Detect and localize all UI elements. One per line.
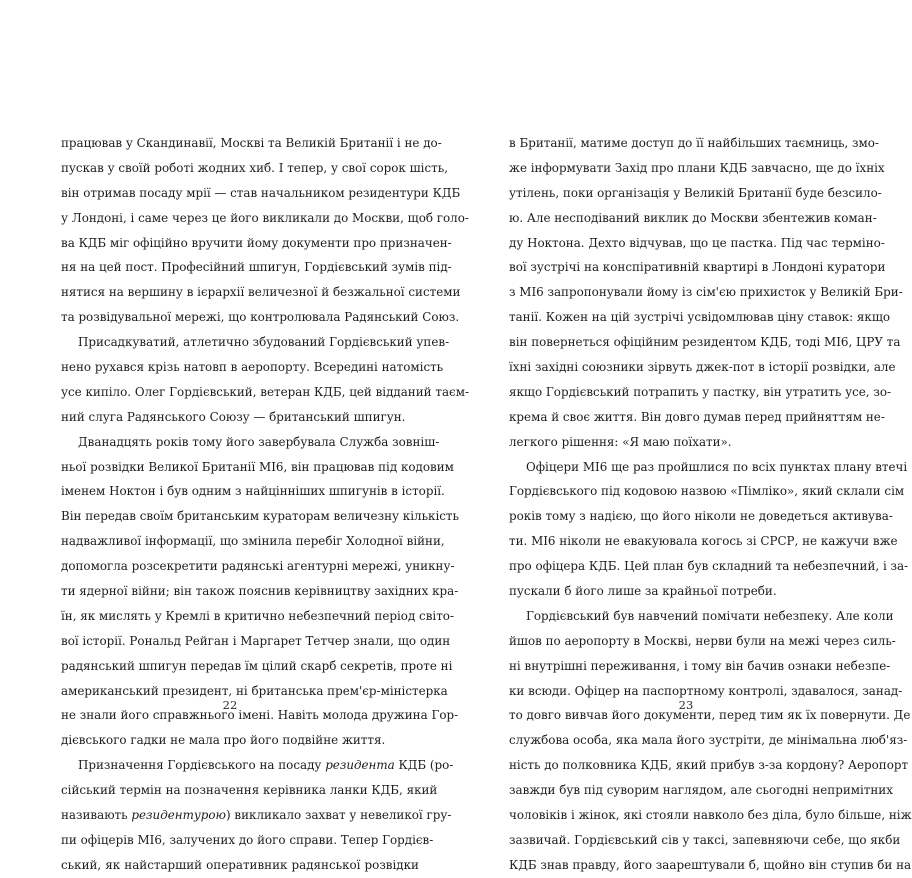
- text-line: пускав у своїй роботі жодних хиб. І тепер, у свої сорок шість,: [61, 160, 448, 175]
- left-page-number: 22: [222, 698, 238, 712]
- text-line: же інформувати Захід про плани КДБ завчасно, ще до їхніх: [509, 160, 885, 175]
- text-line: допомогла розсекретити радянські агентурні мережі, уникну-: [61, 559, 455, 574]
- text-line: ва КДБ міг офіційно вручити йому документи про призначен-: [61, 235, 452, 250]
- left-page-text: [61, 131, 469, 878]
- text-line: у Лондоні, і саме через це його викликали до Москви, щоб голо-: [61, 210, 469, 225]
- italic-term: резидентурою: [131, 808, 227, 823]
- text-line: ні внутрішні переживання, і тому він бачив ознаки небезпе-: [509, 658, 891, 673]
- text-line: чоловіків і жінок, які стояли навколо без діла, було більше, ніж: [509, 808, 912, 823]
- text-line: Гордієвський був навчений помічати небезпеку. Але коли: [526, 608, 894, 623]
- text-line: з МІ6 запропонували йому із сім'єю прихисток у Великій Бри-: [509, 285, 903, 300]
- text-line: дієвського гадки не мала про його подвійне життя.: [61, 733, 386, 748]
- text-line: ний слуга Радянського Союзу — британський шпигун.: [61, 409, 406, 424]
- text-run: КДБ (ро-: [394, 758, 454, 773]
- text-line: Дванадцять років тому його завербувала Служба зовніш-: [78, 434, 440, 449]
- text-line: він отримав посаду мрії — став начальником резидентури КДБ: [61, 185, 461, 200]
- text-line: Гордієвського під кодовою назвою «Пімліко», який склали сім: [509, 484, 905, 499]
- text-run: Призначення Гордієвського на посаду: [78, 758, 326, 773]
- right-page-number: 23: [678, 698, 694, 712]
- text-line: Присадкуватий, атлетично збудований Гордієвський упев-: [78, 335, 450, 350]
- text-line: пи офіцерів МІ6, залучених до його справи. Тепер Гордієв-: [61, 832, 434, 847]
- text-line: танії. Кожен на цій зустрічі усвідомлював ціну ставок: якщо: [509, 310, 891, 325]
- text-line: то довго вивчав його документи, перед тим як їх повернути. Де: [509, 708, 911, 723]
- text-line: [61, 803, 452, 828]
- text-line: нятися на вершину в ієрархії величезної й безжальної системи: [61, 285, 461, 300]
- text-run: ) викликало захват у невеликої гру-: [226, 808, 452, 823]
- text-line: ю. Але несподіваний виклик до Москви збентежив коман-: [509, 210, 877, 225]
- text-line: іменем Ноктон і був одним з найцінніших шпигунів в історії.: [61, 484, 445, 499]
- text-line: якщо Гордієвський потрапить у пастку, він утратить усе, зо-: [509, 384, 892, 399]
- text-line: сійський термін на позначення керівника ланки КДБ, який: [61, 783, 438, 798]
- text-line: Він передав своїм британським кураторам величезну кількість: [61, 509, 459, 524]
- text-line: в Британії, матиме доступ до її найбільших таємниць, змо-: [509, 136, 879, 150]
- text-line: легкого рішення: «Я маю поїхати».: [509, 434, 732, 449]
- text-line: ти. МІ6 ніколи не евакуювала когось зі СРСР, не кажучи вже: [509, 534, 898, 549]
- text-line: вої історії. Рональд Рейган і Маргарет Тетчер знали, що один: [61, 633, 451, 648]
- text-line: вої зустрічі на конспіративній квартирі в Лондоні куратори: [509, 260, 886, 275]
- text-line: ду Ноктона. Дехто відчував, що це пастка. Під час терміно-: [509, 235, 885, 250]
- text-line: утілень, поки організація у Великій Британії буде безсило-: [509, 185, 882, 200]
- text-line: крема й своє життя. Він довго думав перед прийняттям не-: [509, 409, 885, 424]
- text-line: років тому з надією, що його ніколи не доведеться активува-: [509, 509, 893, 524]
- text-line: ти ядерної війни; він також пояснив керівництву західних кра-: [61, 584, 459, 599]
- text-run: називають: [61, 808, 132, 823]
- text-line: американський президент, ні британська прем'єр-міністерка: [61, 683, 448, 698]
- text-line: зазвичай. Гордієвський сів у таксі, запевняючи себе, що якби: [509, 832, 901, 847]
- italic-term: резидента: [325, 758, 395, 773]
- text-line: усе кипіло. Олег Гордієвський, ветеран КДБ, цей відданий таєм-: [61, 384, 469, 399]
- text-line: про офіцера КДБ. Цей план був складний та небезпечний, і за-: [509, 559, 909, 574]
- text-line: радянський шпигун передав їм цілий скарб секретів, проте ні: [61, 658, 453, 673]
- text-line: їхні західні союзники зірвуть джек-пот в історії розвідки, але: [509, 360, 896, 375]
- text-line: він повернеться офіційним резидентом КДБ, тоді МІ6, ЦРУ та: [509, 335, 901, 350]
- text-line: [61, 753, 454, 778]
- text-line: ський, як найстарший оперативник радянської розвідки: [61, 857, 419, 872]
- text-line: завжди був під суворим наглядом, але сьогодні непримітних: [509, 783, 893, 798]
- text-line: та розвідувальної мережі, що контролювала Радянський Союз.: [61, 310, 460, 325]
- text-line: ня на цей пост. Професійний шпигун, Гордієвський зумів під-: [61, 260, 452, 275]
- text-line: службова особа, яка мала його зустріти, де мінімальна люб'яз-: [509, 733, 908, 748]
- text-line: їн, як мислять у Кремлі в критично небезпечний період світо-: [61, 608, 454, 623]
- text-line: ки всюди. Офіцер на паспортному контролі, здавалося, занад-: [509, 683, 903, 698]
- text-line: пускали б його лише за крайньої потреби.: [509, 584, 777, 599]
- right-page-text: [509, 131, 912, 878]
- text-line: йшов по аеропорту в Москві, нерви були на межі через силь-: [509, 633, 896, 648]
- text-line: ність до полковника КДБ, який прибув з-за кордону? Аеропорт: [509, 758, 909, 773]
- text-line: ньої розвідки Великої Британії МІ6, він працював під кодовим: [61, 459, 454, 474]
- text-line: нено рухався крізь натовп в аеропорту. Всередині натомість: [61, 360, 444, 375]
- text-line: Офіцери МІ6 ще раз пройшлися по всіх пунктах плану втечі: [526, 459, 908, 474]
- text-line: надважливої інформації, що змінила перебіг Холодної війни,: [61, 534, 445, 549]
- text-line: не знали його справжнього імені. Навіть молода дружина Гор-: [61, 708, 459, 723]
- text-line: працював у Скандинавії, Москві та Великій Британії і не до-: [61, 136, 442, 150]
- text-line: КДБ знав правду, його заарештували б, щойно він ступив би на: [509, 857, 912, 872]
